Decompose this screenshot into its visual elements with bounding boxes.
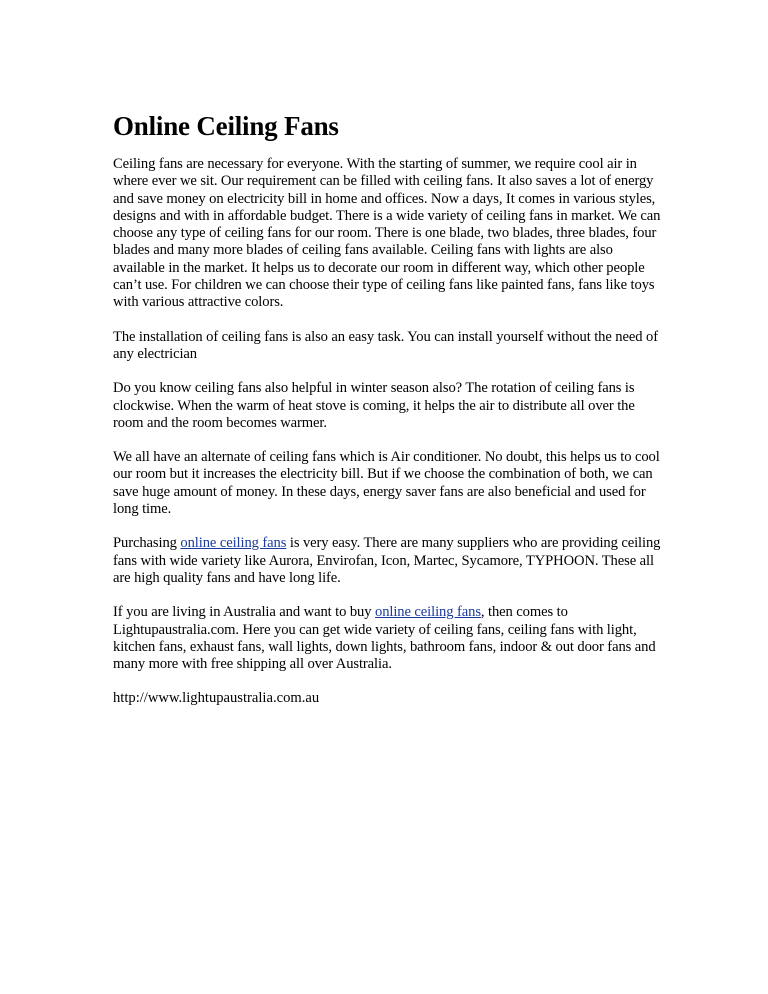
paragraph-winter: Do you know ceiling fans also helpful in winter season also? The rotation of ceiling fans is clockwise. When the warm of heat stove is coming, it helps the air to distribute all over the room and the room becomes warmer. [113, 380, 635, 431]
paragraph-intro: Ceiling fans are necessary for everyone. With the starting of summer, we require cool air in where ever we sit. Our requirement can be filled with ceiling fans. It also saves a lot of energy and save money on electricity bill in home and offices. Now a days, It comes in various styles, designs and with in affordable budget. There is a wide variety of ceiling fans in market. We can choose any type of ceiling fans for our room. There is one blade, two blades, three blades, four blades and many more blades of ceiling fans available. Ceiling fans with lights are also available in the market. It helps us to decorate our room in different way, which other people can’t use. For children we can choose their type of ceiling fans like painted fans, fans like toys with various attractive colors. [113, 156, 661, 311]
document-title: Online Ceiling Fans [113, 111, 339, 141]
purchasing-text-after: is very easy. There are many suppliers who are providing ceiling fans with wide variety like Aurora, Envirofan, Icon, Martec, Sycamore, TYPHOON. These all are high quality fans and have long life. [113, 535, 661, 586]
paragraph-purchasing [113, 535, 661, 587]
document-page [113, 110, 661, 708]
purchasing-text-before: Purchasing [113, 535, 181, 552]
australia-text-before: If you are living in Australia and want to buy [113, 604, 375, 621]
paragraph-australia [113, 604, 661, 673]
australia-text-after: , then comes to Lightupaustralia.com. Here you can get wide variety of ceiling fans, ceiling fans with light, kitchen fans, exhaust fans, wall lights, down lights, bathroom fans, indoor & out door fans and many more with free shipping all over Australia. [113, 604, 656, 673]
website-url: http://www.lightupaustralia.com.au [113, 690, 320, 707]
paragraph-installation: The installation of ceiling fans is also an easy task. You can install yourself without the need of any electrician [113, 328, 658, 362]
online-ceiling-fans-link[interactable]: online ceiling fans [180, 535, 287, 552]
paragraph-alternate: We all have an alternate of ceiling fans which is Air conditioner. No doubt, this helps us to cool our room but it increases the electricity bill. But if we choose the combination of both, we can save huge amount of money. In these days, energy saver fans are also beneficial and used for long time. [113, 449, 660, 518]
online-ceiling-fans-link-2[interactable]: online ceiling fans [375, 604, 481, 621]
